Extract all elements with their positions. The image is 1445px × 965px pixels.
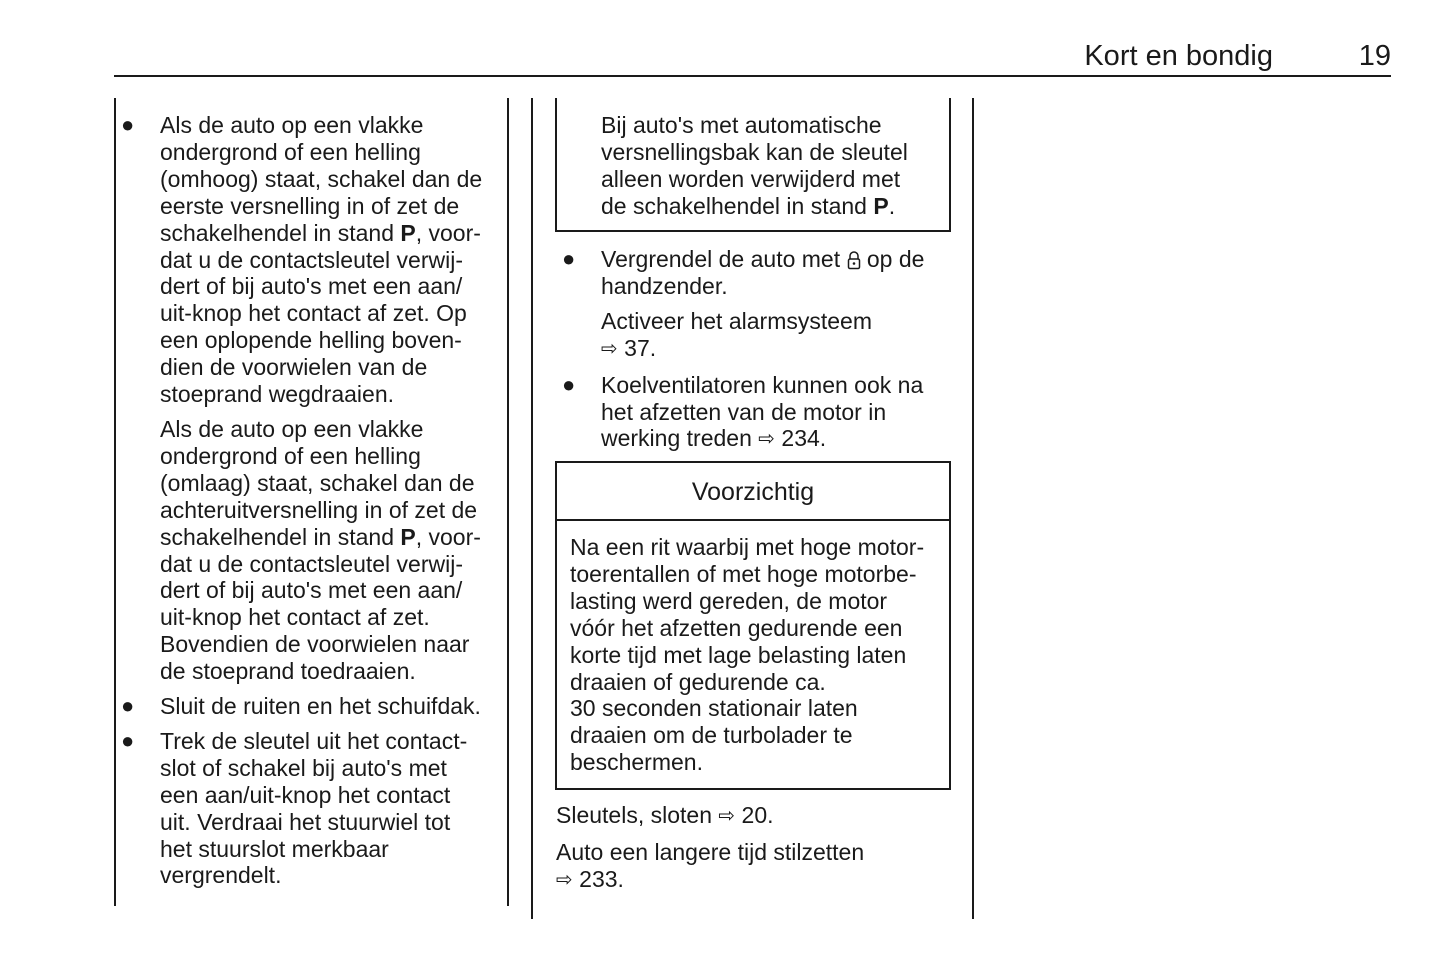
list-item <box>115 728 507 889</box>
column-rule-right <box>972 98 974 919</box>
page-reference[interactable]: 233. <box>579 865 624 892</box>
paragraph: Als de auto op een vlakke ondergrond of een helling (omhoog) staat, schakel dan de eerste versnelling in of zet de schakelhendel in stand P, voor- dat u de contactsleutel verwij- dert of bij auto's met een aan/ uit-knop het contact af zet. Op een oplopende helling boven- dien de voorwielen van de stoeprand wegdraaien. <box>160 112 483 408</box>
page-reference[interactable]: 37. <box>624 334 657 361</box>
column-rule-center-right <box>531 98 533 919</box>
section-title: Kort en bondig <box>1084 40 1273 72</box>
paragraph: Vergrendel de auto met op de handzender. <box>601 246 925 299</box>
arrow-icon: ⇨ <box>718 805 736 827</box>
arrow-icon: ⇨ <box>758 428 776 451</box>
page-reference[interactable]: 20. <box>741 802 774 828</box>
cross-references <box>556 802 956 895</box>
reference-line: Sleutels, sloten ⇨ 20. <box>556 802 774 828</box>
middle-column-list <box>556 246 956 454</box>
note-box-text: Bij auto's met automatische versnellingsbak kan de sleutel alleen worden verwijderd met de schakelhendel in stand P. <box>601 112 908 219</box>
list-item <box>115 112 507 685</box>
arrow-icon: ⇨ <box>601 337 618 360</box>
list-item <box>556 246 956 364</box>
column-rule-center-left <box>507 98 509 906</box>
list-item <box>115 693 507 720</box>
page-number: 19 <box>1358 40 1391 72</box>
bullet: ● <box>121 727 135 753</box>
left-column <box>115 112 507 889</box>
paragraph: Koelventilatoren kunnen ook na het afzetten van de motor in werking treden ⇨ 234. <box>601 371 924 452</box>
arrow-icon: ⇨ <box>556 868 573 891</box>
page-reference[interactable]: 234. <box>781 425 827 452</box>
bullet: ● <box>562 371 576 397</box>
bullet: ● <box>121 112 135 137</box>
bullet: ● <box>562 246 576 271</box>
paragraph: Sluit de ruiten en het schuifdak. <box>160 693 481 720</box>
paragraph: Activeer het alarmsysteem ⇨ 37. <box>601 307 872 361</box>
caution-title: Voorzichtig <box>557 463 949 521</box>
caution-box <box>555 461 951 790</box>
paragraph: Als de auto op een vlakke ondergrond of een helling (omlaag) staat, schakel dan de achteruitversnelling in of zet de schakelhendel in stand P, voor- dat u de contactsleutel verwij- dert of bij auto's met een aan/ uit-knop het contact af zet. Bovendien de voorwielen naar de stoeprand toedraaien. <box>160 415 481 685</box>
caution-text: Na een rit waarbij met hoge motor- toerentallen of met hoge motorbe- lasting werd gereden, de motor vóór het afzetten gedurende een korte tijd met lage belasting laten draaien of gedurende ca. 30 seconden stationair laten draaien om de turbolader te beschermen. <box>570 534 925 776</box>
reference-line: Auto een langere tijd stilzetten ⇨ 233. <box>556 838 865 892</box>
paragraph: Trek de sleutel uit het contact- slot of schakel bij auto's met een aan/uit-knop het contact uit. Verdraai het stuurwiel tot het stuurslot merkbaar vergrendelt. <box>160 727 468 889</box>
lock-icon <box>847 250 861 270</box>
header-rule <box>114 75 1391 77</box>
bullet: ● <box>121 693 135 719</box>
list-item <box>556 372 956 455</box>
